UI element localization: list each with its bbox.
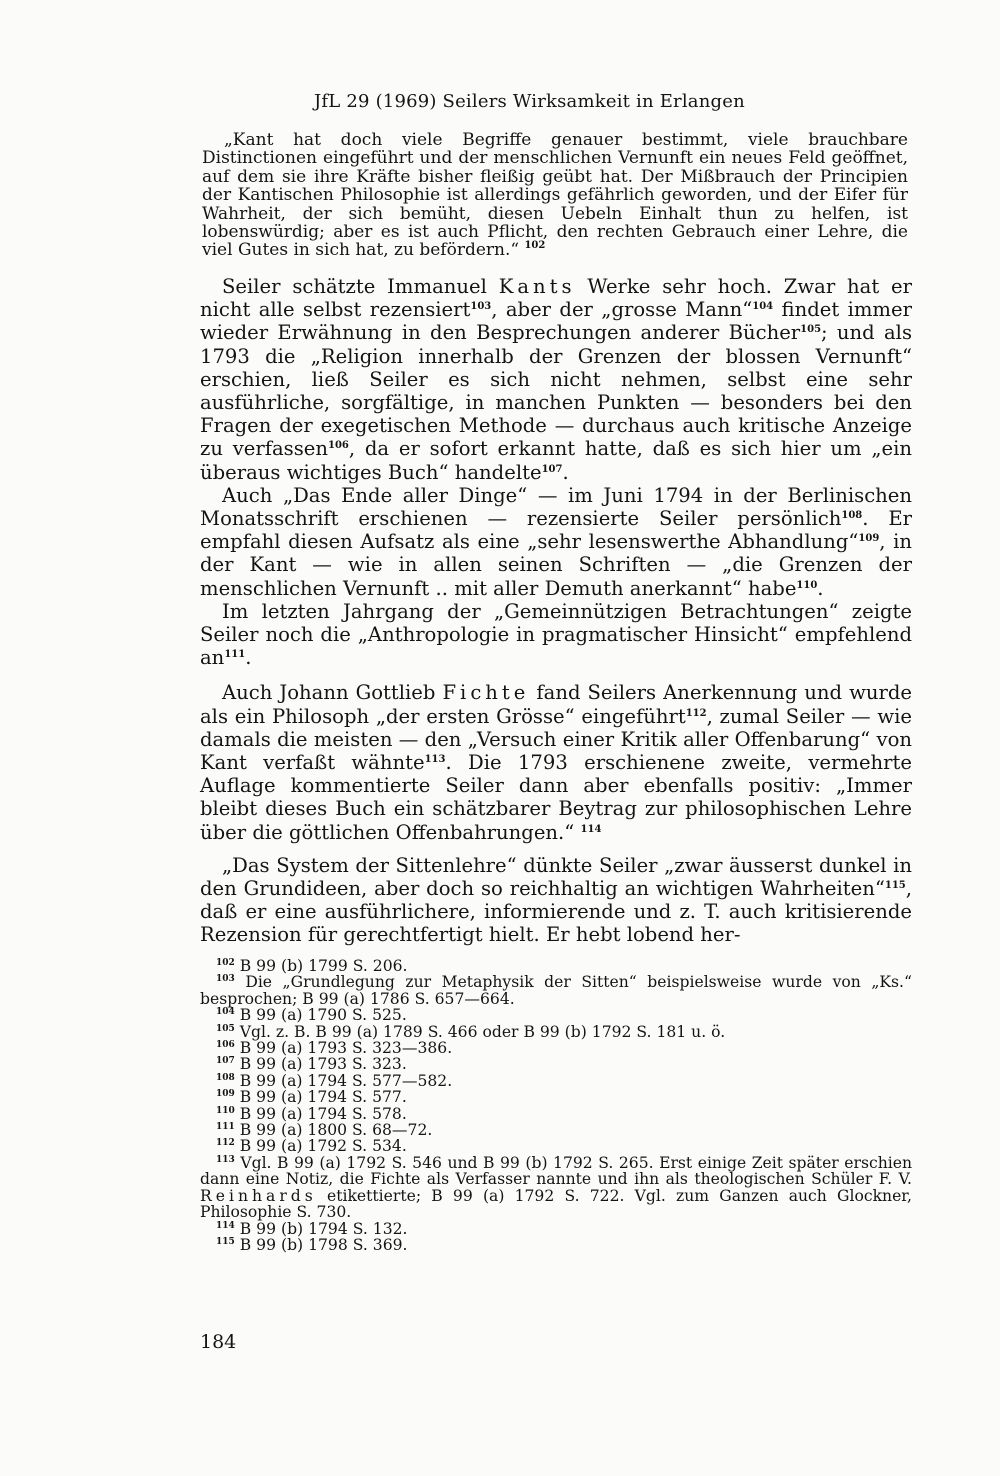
spaced-name-kants: Kants (498, 275, 576, 298)
footnote-text: B 99 (b) 1798 S. 369. (239, 1235, 408, 1254)
page-number: 184 (200, 1331, 237, 1353)
footnote-text: B 99 (a) 1794 S. 577—582. (239, 1071, 453, 1090)
footnote-ref[interactable]: 109 (858, 533, 880, 545)
footnote-text: B 99 (a) 1793 S. 323—386. (239, 1039, 453, 1058)
footnote-number: 104 (216, 1007, 235, 1018)
footnote-ref[interactable]: 115 (884, 880, 906, 892)
footnote-number: 113 (216, 1154, 235, 1165)
paragraph-anthropologie (200, 600, 912, 670)
footnotes (200, 958, 912, 1253)
footnote-text: Die „Grundlegung zur Metaphysik der Sitten“ beispielsweise wurde von „Ks.“ besprochen; B 99 (a) 1786 S. 657—664. (200, 973, 912, 1008)
running-header: JfL 29 (1969) Seilers Wirksamkeit in Erlangen (314, 91, 745, 112)
footnote-text: B 99 (a) 1790 S. 525. (239, 1006, 407, 1025)
footnote-number: 106 (216, 1040, 235, 1051)
footnote-item (200, 1024, 912, 1040)
text-run: . Die 1793 erschienene zweite, vermehrte Auflage kommentierte Seiler dann aber ebenfalls positiv: „Immer bleibt dieses Buch ein schätzbarer Beytrag zur philosophischen Lehre über die göttlichen Offenbahrungen.“ (200, 751, 913, 844)
text-run: Werke sehr hoch. Zwar hat er nicht alle selbst rezensiert (200, 275, 912, 322)
text-run: , zumal Seiler — wie damals die meisten — den „Versuch einer Kritik aller Offenbarung“ von Kant verfaßt wähnte (200, 704, 912, 775)
footnote-number: 105 (216, 1023, 235, 1034)
footnote-text: Vgl. z. B. B 99 (a) 1789 S. 466 oder B 99 (b) 1792 S. 181 u. ö. (239, 1022, 726, 1041)
footnote-ref[interactable]: 114 (580, 823, 602, 835)
footnote-text: B 99 (a) 1794 S. 578. (239, 1104, 407, 1123)
text-run: Auch Johann Gottlieb (222, 681, 443, 705)
footnote-ref[interactable]: 112 (685, 707, 707, 719)
quote-text: „Kant hat doch viele Begriffe genauer bestimmt, viele brauchbare Distinctionen eingeführt und der menschlichen Vernunft ein neues Feld geöffnet, auf dem sie ihre Kräfte bisher fleißig geübt hat. Der Mißbrauch der Principien der Kantischen Philosophie ist allerdings gefährlich geworden, und der Eifer für Wahrheit, der sich bemüht, diesen Uebeln Einhalt thun zu helfen, ist lobenswürdig; aber es ist auch Pflicht, den rechten Gebrauch einer Lehre, die viel Gutes in sich hat, zu befördern.“ (202, 130, 908, 261)
paragraph-ende-aller-dinge (200, 484, 912, 600)
footnote-item (200, 974, 912, 1007)
paragraph-kant (200, 275, 912, 484)
text-run: . (562, 460, 569, 484)
footnote-number: 110 (216, 1105, 235, 1116)
text-run: , aber der „grosse Mann“ (491, 298, 753, 322)
paragraph-sittenlehre (200, 854, 912, 947)
footnote-text: B 99 (a) 1800 S. 68—72. (239, 1121, 433, 1140)
footnote-ref[interactable]: 104 (752, 301, 774, 313)
footnote-number: 102 (216, 958, 235, 968)
text-run: Im letzten Jahrgang der „Gemeinnützigen Betrachtungen“ zeigte Seiler noch die „Anthropologie in pragmatischer Hinsicht“ empfehlend an (200, 599, 912, 670)
footnote-number: 112 (216, 1138, 235, 1149)
spaced-name-reinhards: Reinhards (200, 1186, 317, 1205)
text-run: fand Seilers Anerkennung und wurde als ein Philosoph „der ersten Grösse“ eingeführt (200, 681, 912, 728)
footnote-text: Vgl. B 99 (a) 1792 S. 546 und B 99 (b) 1792 S. 265. Erst einige Zeit später erschien dann eine Notiz, die Fichte als Verfasser nannte und ihn als theologischen Schüler F. V. (200, 1153, 912, 1189)
footnote-item (200, 1138, 912, 1154)
footnote-text: B 99 (a) 1792 S. 534. (239, 1137, 407, 1156)
paragraph-fichte (200, 681, 912, 843)
text-run: . (817, 576, 824, 600)
footnote-list (200, 958, 912, 1155)
text-run: „Das System der Sittenlehre“ dünkte Seiler „zwar äusserst dunkel in den Grundideen, aber doch so reichhaltig an wichtigen Wahrheiten“ (200, 853, 912, 901)
text-run: , da er sofort erkannt hatte, daß es sich hier um „ein überaus wichtiges Buch“ handelte (200, 437, 913, 484)
footnote-item (200, 1073, 912, 1089)
footnote-item (200, 1007, 912, 1023)
footnote-item (200, 1221, 912, 1237)
text-run: , in der Kant — wie in allen seinen Schriften — „die Grenzen der menschlichen Vernunft .. mit aller Demuth anerkannt“ habe (200, 530, 912, 600)
footnote-text: B 99 (a) 1793 S. 323. (239, 1055, 407, 1074)
quote-paragraph (202, 131, 908, 260)
footnote-text: B 99 (a) 1794 S. 577. (239, 1088, 407, 1107)
footnote-item (200, 1122, 912, 1138)
text-run: . Er empfahl diesen Aufsatz als eine „sehr lesenswerthe Abhandlung“ (200, 507, 912, 554)
text-run: Seiler schätzte Immanuel (222, 275, 499, 298)
footnote-text: etikettierte; B 99 (a) 1792 S. 722. Vgl. zum Ganzen auch Glockner, Philosophie S. 730. (200, 1186, 912, 1222)
footnote-item (200, 1040, 912, 1056)
footnote-ref[interactable]: 106 (328, 440, 349, 452)
footnote-number: 114 (216, 1220, 235, 1231)
body-text (200, 275, 912, 947)
text-run: ; und als 1793 die „Religion innerhalb der Grenzen der blossen Vernunft“ erschien, ließ Seiler es sich nicht nehmen, selbst eine sehr ausführliche, sorgfältige, in manchen Punkten — besonders bei den Fragen der exegetischen Methode — durchaus auch kritische Anzeige zu verfassen (200, 321, 912, 461)
footnote-item (200, 1237, 912, 1253)
footnote-text: B 99 (b) 1794 S. 132. (239, 1219, 408, 1238)
footnote-number: 103 (216, 974, 235, 985)
footnote-number: 111 (216, 1122, 235, 1133)
footnote-ref[interactable]: 108 (841, 510, 863, 522)
text-run: . (245, 646, 252, 670)
spaced-name-fichte: Fichte (442, 681, 530, 705)
footnote-text: B 99 (b) 1799 S. 206. (239, 957, 408, 975)
text-run: , daß er eine ausführlichere, informierende und z. T. auch kritisierende Rezension für gerechtfertigt hielt. Er hebt lobend her- (200, 877, 912, 947)
footnote-ref[interactable]: 107 (541, 463, 563, 475)
footnote-ref[interactable]: 105 (800, 324, 822, 336)
footnote-item (200, 1089, 912, 1105)
footnote-item (200, 958, 912, 974)
footnote-113 (200, 1155, 912, 1221)
footnote-item (200, 1106, 912, 1122)
footnote-ref[interactable]: 102 (524, 240, 546, 252)
footnote-ref[interactable]: 110 (796, 579, 818, 591)
footnote-number: 107 (216, 1056, 235, 1067)
footnote-number: 108 (216, 1072, 235, 1083)
footnote-ref[interactable]: 103 (470, 301, 492, 313)
text-run: Auch „Das Ende aller Dinge“ — im Juni 1794 in der Berlinischen Monatsschrift erschienen — rezensierte Seiler persönlich (200, 483, 912, 531)
footnote-ref[interactable]: 113 (424, 754, 446, 766)
footnote-list (200, 1221, 912, 1254)
footnote-item (200, 1056, 912, 1072)
footnote-number: 115 (216, 1236, 235, 1247)
text-run: findet immer wieder Erwähnung in den Besprechungen anderer Bücher (200, 298, 912, 345)
block-quote (202, 131, 908, 260)
footnote-number: 109 (216, 1089, 235, 1100)
footnote-ref[interactable]: 111 (224, 649, 246, 661)
